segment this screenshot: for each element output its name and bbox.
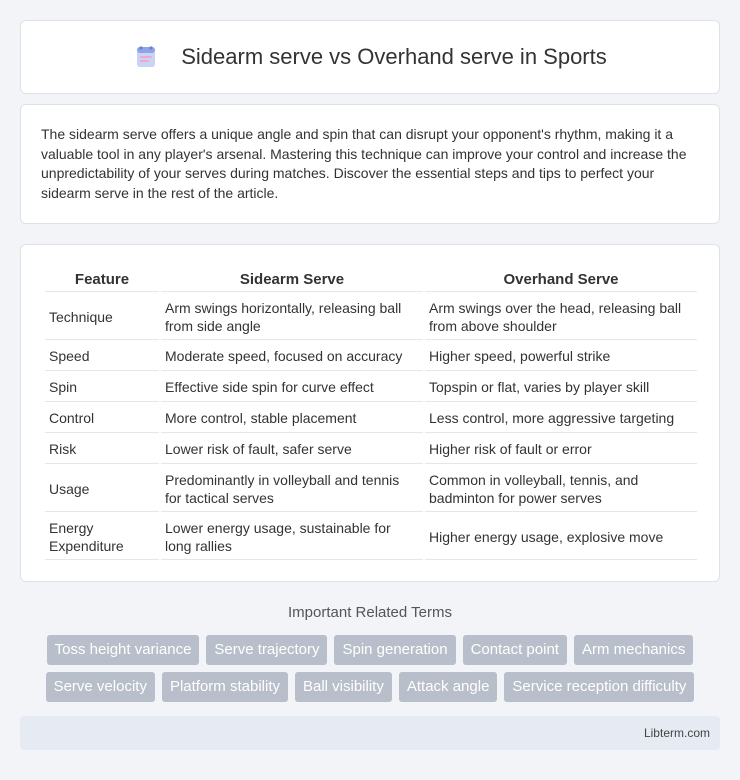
document-icon [133, 44, 159, 70]
intro-paragraph: The sidearm serve offers a unique angle and spin that can disrupt your opponent's rhythm, making it a valuable tool in any player's arsenal. Mastering this technique can improve your control and increase the unpredictability of your serves during matches. Discover the essential steps and tips to perfect your sidearm serve in the rest of the article. [41, 126, 687, 201]
term-tag[interactable]: Arm mechanics [574, 635, 693, 665]
table-cell: Arm swings horizontally, releasing ball from side angle [161, 294, 423, 340]
table-cell: Predominantly in volleyball and tennis for tactical serves [161, 466, 423, 512]
table-cell: Arm swings over the head, releasing ball from above shoulder [425, 294, 697, 340]
related-terms-heading: Important Related Terms [288, 604, 452, 621]
table-cell: Lower risk of fault, safer serve [161, 435, 423, 464]
table-row [45, 404, 697, 433]
table-row [45, 466, 697, 512]
table-cell: Higher speed, powerful strike [425, 342, 697, 371]
term-tag[interactable]: Spin generation [334, 635, 455, 665]
table-cell: Less control, more aggressive targeting [425, 404, 697, 433]
related-terms-list [20, 635, 720, 702]
table-cell: Usage [45, 466, 159, 512]
table-row [45, 373, 697, 402]
term-tag[interactable]: Ball visibility [295, 672, 392, 702]
footer [20, 716, 720, 750]
term-tag[interactable]: Toss height variance [47, 635, 200, 665]
page-title: Sidearm serve vs Overhand serve in Sports [181, 44, 607, 69]
table-cell: Risk [45, 435, 159, 464]
intro-card [20, 104, 720, 224]
table-cell: Technique [45, 294, 159, 340]
table-cell: Energy Expenditure [45, 514, 159, 560]
header-sidearm: Sidearm Serve [161, 265, 423, 292]
table-cell: Topspin or flat, varies by player skill [425, 373, 697, 402]
table-cell: Moderate speed, focused on accuracy [161, 342, 423, 371]
comparison-table [43, 263, 699, 562]
table-cell: Higher risk of fault or error [425, 435, 697, 464]
table-cell: Lower energy usage, sustainable for long rallies [161, 514, 423, 560]
table-cell: Spin [45, 373, 159, 402]
table-header-row [45, 265, 697, 292]
term-tag[interactable]: Serve velocity [46, 672, 155, 702]
term-tag[interactable]: Contact point [463, 635, 567, 665]
term-tag[interactable]: Attack angle [399, 672, 498, 702]
table-cell: Common in volleyball, tennis, and badminton for power serves [425, 466, 697, 512]
table-cell: Speed [45, 342, 159, 371]
table-row [45, 435, 697, 464]
table-row [45, 514, 697, 560]
table-row [45, 342, 697, 371]
term-tag[interactable]: Serve trajectory [206, 635, 327, 665]
title-card [20, 20, 720, 94]
term-tag[interactable]: Service reception difficulty [504, 672, 694, 702]
footer-site-link[interactable]: Libterm.com [643, 726, 710, 740]
header-overhand: Overhand Serve [425, 265, 697, 292]
table-cell: More control, stable placement [161, 404, 423, 433]
comparison-card [20, 244, 720, 582]
table-cell: Effective side spin for curve effect [161, 373, 423, 402]
table-cell: Higher energy usage, explosive move [425, 514, 697, 560]
term-tag[interactable]: Platform stability [162, 672, 288, 702]
header-feature: Feature [45, 265, 159, 292]
table-cell: Control [45, 404, 159, 433]
table-row [45, 294, 697, 340]
